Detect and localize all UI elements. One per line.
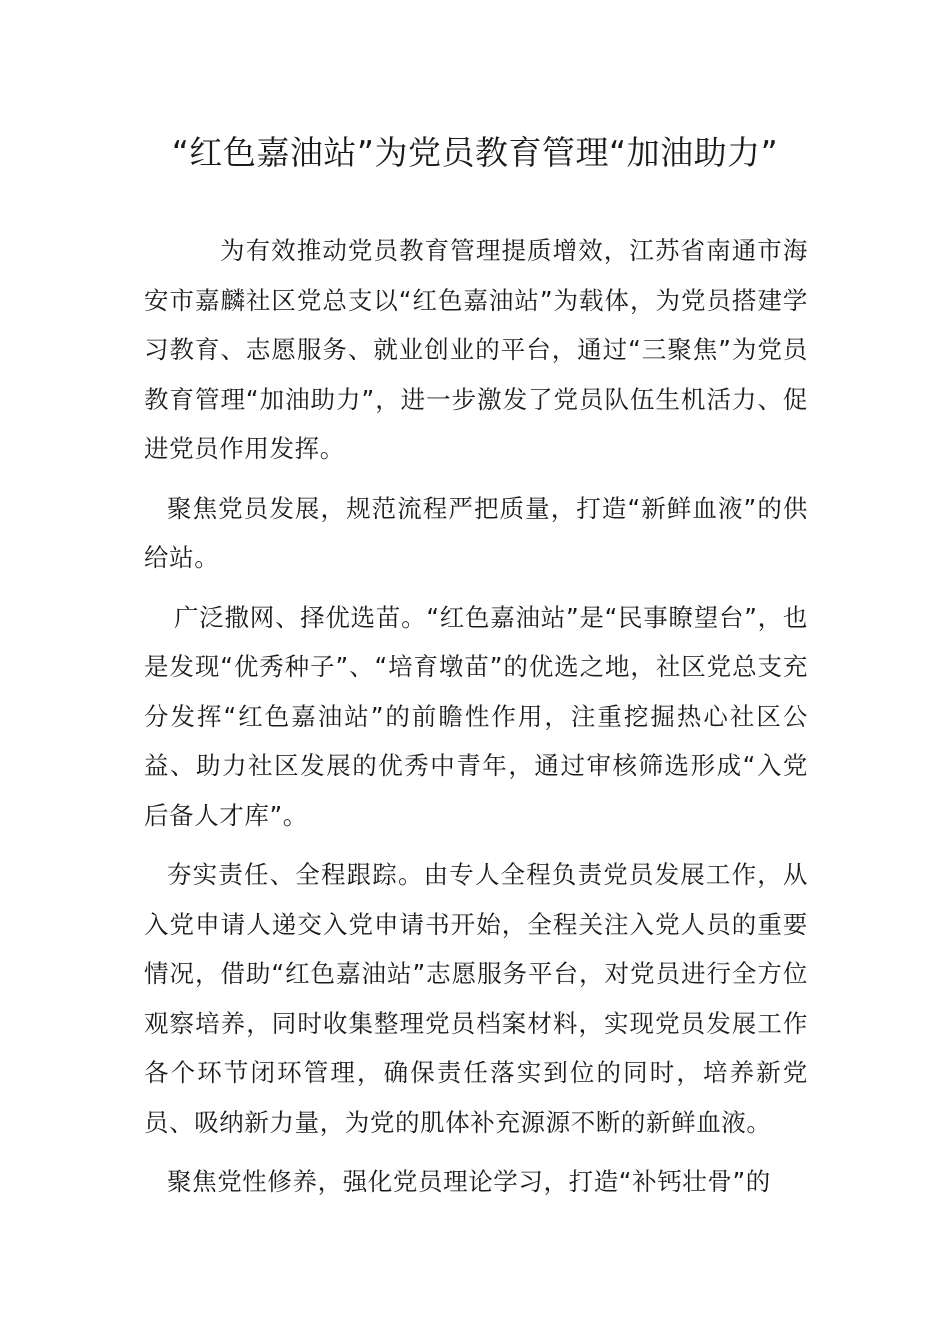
document-title: “红色嘉油站”为党员教育管理“加油助力” [171,133,779,172]
paragraph-section-2: 夯实责任、全程跟踪。由专人全程负责党员发展工作，从入党申请人递交入党申请书开始，全程关注入党人员的重要情况，借助“红色嘉油站”志愿服务平台，对党员进行全方位观察培养，同时收集整理党员档案材料，实现党员发展工作各个环节闭环管理，确保责任落实到位的同时，培养新党员、吸纳新力量，为党的肌体补充源源不断的新鲜血液。 [144,860,808,1137]
document-body [144,226,808,1207]
paragraph-heading-1: 聚焦党员发展，规范流程严把质量，打造“新鲜血液”的供给站。 [144,493,808,572]
paragraph-section-1: 广泛撒网、择优选苗。“红色嘉油站”是“民事瞭望台”，也是发现“优秀种子”、“培育墩苗”的优选之地，社区党总支充分发挥“红色嘉油站”的前瞻性作用，注重挖掘热心社区公益、助力社区发展的优秀中青年，通过审核筛选形成“入党后备人才库”。 [144,602,808,830]
paragraph-heading-2: 聚焦党性修养，强化党员理论学习，打造“补钙壮骨”的 [167,1167,771,1196]
paragraph-intro: 为有效推动党员教育管理提质增效，江苏省南通市海安市嘉麟社区党总支以“红色嘉油站”为载体，为党员搭建学习教育、志愿服务、就业创业的平台，通过“三聚焦”为党员教育管理“加油助力”，进一步激发了党员队伍生机活力、促进党员作用发挥。 [144,236,808,463]
